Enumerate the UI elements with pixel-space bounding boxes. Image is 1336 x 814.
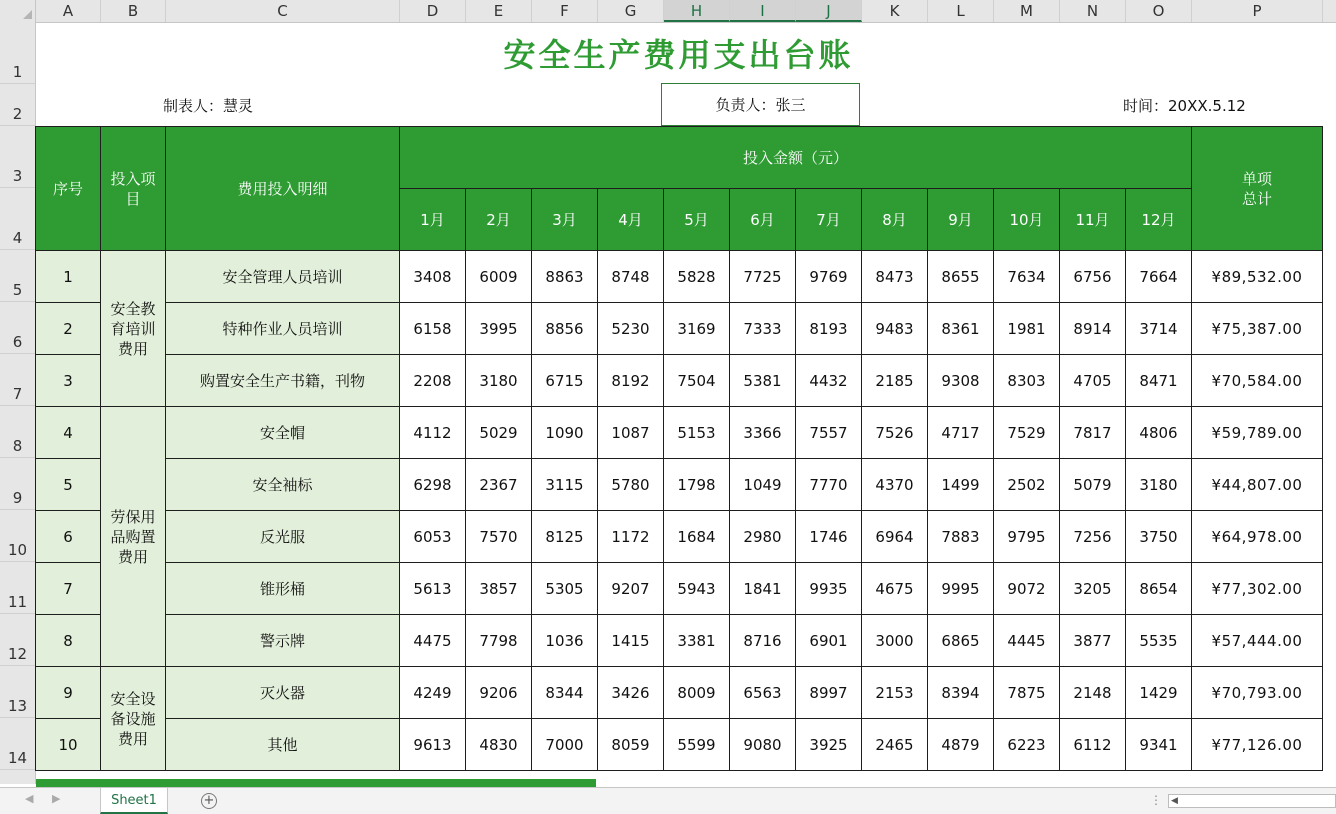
month-value-cell[interactable]: 6715 — [532, 355, 598, 407]
month-value-cell[interactable]: 8344 — [532, 667, 598, 719]
sheet-tab-bar — [0, 787, 1336, 814]
detail-cell[interactable]: 安全管理人员培训 — [166, 251, 400, 303]
month-value-cell[interactable]: 6756 — [1060, 251, 1126, 303]
month-value-cell[interactable]: 8997 — [796, 667, 862, 719]
detail-cell[interactable]: 其他 — [166, 719, 400, 771]
seq-cell[interactable]: 6 — [36, 511, 101, 563]
header-month-2[interactable]: 2月 — [466, 189, 532, 251]
column-header-l[interactable]: L — [928, 0, 994, 22]
month-value-cell[interactable]: 4445 — [994, 615, 1060, 667]
month-value-cell[interactable]: 1049 — [730, 459, 796, 511]
category-line: 费用 — [117, 547, 148, 566]
month-value-cell[interactable]: 7798 — [466, 615, 532, 667]
header-total[interactable] — [1192, 127, 1323, 251]
responsible-label: 负责人：张三 — [715, 96, 806, 114]
month-value-cell[interactable]: 5943 — [664, 563, 730, 615]
seq-cell[interactable]: 3 — [36, 355, 101, 407]
month-value-cell[interactable]: 6053 — [400, 511, 466, 563]
month-value-cell[interactable]: 1429 — [1126, 667, 1192, 719]
table-row — [36, 719, 1323, 771]
month-value-cell[interactable]: 6298 — [400, 459, 466, 511]
month-value-cell[interactable]: 4475 — [400, 615, 466, 667]
category-label — [107, 689, 159, 749]
month-value-cell[interactable]: 6112 — [1060, 719, 1126, 771]
category-line: 安全设 — [110, 689, 156, 708]
category-label — [107, 507, 159, 567]
month-value-cell[interactable]: 2980 — [730, 511, 796, 563]
month-value-cell[interactable]: 6009 — [466, 251, 532, 303]
month-value-cell[interactable]: 8655 — [928, 251, 994, 303]
total-cell[interactable]: ¥57,444.00 — [1192, 615, 1323, 667]
category-cell[interactable] — [101, 407, 166, 667]
column-header-g[interactable]: G — [598, 0, 664, 22]
row-header-13[interactable]: 13 — [0, 666, 35, 718]
month-value-cell[interactable]: 7504 — [664, 355, 730, 407]
total-cell[interactable]: ¥75,387.00 — [1192, 303, 1323, 355]
table-row — [36, 459, 1323, 511]
month-value-cell[interactable]: 5535 — [1126, 615, 1192, 667]
month-value-cell[interactable]: 5230 — [598, 303, 664, 355]
time-label[interactable]: 时间：20XX.5.12 — [1123, 96, 1246, 115]
month-value-cell[interactable]: 5153 — [664, 407, 730, 459]
sheet-tab[interactable]: Sheet1 — [100, 788, 168, 814]
header-month-7[interactable]: 7月 — [796, 189, 862, 251]
row-header-9[interactable]: 9 — [0, 458, 35, 510]
seq-cell[interactable]: 1 — [36, 251, 101, 303]
month-value-cell[interactable]: 1499 — [928, 459, 994, 511]
row-header-1[interactable]: 1 — [0, 22, 35, 84]
detail-cell[interactable]: 安全袖标 — [166, 459, 400, 511]
row-header-8[interactable]: 8 — [0, 406, 35, 458]
detail-cell[interactable]: 购置安全生产书籍，刊物 — [166, 355, 400, 407]
header-month-3[interactable]: 3月 — [532, 189, 598, 251]
month-value-cell[interactable]: 3408 — [400, 251, 466, 303]
row-header-5[interactable]: 5 — [0, 250, 35, 302]
responsible-cell[interactable] — [661, 83, 860, 126]
month-value-cell[interactable]: 7770 — [796, 459, 862, 511]
table-row — [36, 303, 1323, 355]
month-value-cell[interactable]: 1746 — [796, 511, 862, 563]
month-value-cell[interactable]: 3169 — [664, 303, 730, 355]
split-handle-icon[interactable]: ⋮ — [1150, 793, 1162, 807]
tab-prev-icon[interactable]: ◀ — [25, 792, 34, 805]
header-month-6[interactable]: 6月 — [730, 189, 796, 251]
header-seq[interactable]: 序号 — [36, 127, 101, 251]
row-header-6[interactable]: 6 — [0, 302, 35, 354]
month-value-cell[interactable]: 4432 — [796, 355, 862, 407]
total-cell[interactable]: ¥44,807.00 — [1192, 459, 1323, 511]
detail-cell[interactable]: 安全帽 — [166, 407, 400, 459]
header-month-10[interactable]: 10月 — [994, 189, 1060, 251]
month-value-cell[interactable]: 1090 — [532, 407, 598, 459]
column-header-m[interactable]: M — [994, 0, 1060, 22]
month-value-cell[interactable]: 8914 — [1060, 303, 1126, 355]
category-line: 劳保用 — [110, 507, 156, 526]
row-header-2[interactable]: 2 — [0, 84, 35, 126]
header-month-12[interactable]: 12月 — [1126, 189, 1192, 251]
header-month-11[interactable]: 11月 — [1060, 189, 1126, 251]
table-row — [36, 407, 1323, 459]
column-header-bar — [36, 0, 1336, 23]
month-value-cell[interactable]: 2367 — [466, 459, 532, 511]
month-value-cell[interactable]: 8059 — [598, 719, 664, 771]
column-header-k[interactable]: K — [862, 0, 928, 22]
month-value-cell[interactable]: 7725 — [730, 251, 796, 303]
month-value-cell[interactable]: 4806 — [1126, 407, 1192, 459]
total-cell[interactable]: ¥77,302.00 — [1192, 563, 1323, 615]
total-cell[interactable]: ¥77,126.00 — [1192, 719, 1323, 771]
column-header-a[interactable]: A — [36, 0, 101, 22]
maker-label[interactable]: 制表人：慧灵 — [163, 96, 254, 115]
column-header-h[interactable]: H — [664, 0, 730, 22]
month-value-cell[interactable]: 4370 — [862, 459, 928, 511]
month-value-cell[interactable]: 8748 — [598, 251, 664, 303]
category-cell[interactable] — [101, 251, 166, 407]
frozen-bottom-bar — [36, 779, 596, 787]
category-line: 安全教 — [110, 299, 156, 318]
tab-next-icon[interactable]: ▶ — [52, 792, 61, 805]
row-header-4[interactable]: 4 — [0, 188, 35, 250]
row-header-7[interactable]: 7 — [0, 354, 35, 406]
column-header-p[interactable]: P — [1192, 0, 1323, 22]
month-value-cell[interactable]: 9935 — [796, 563, 862, 615]
month-value-cell[interactable]: 8654 — [1126, 563, 1192, 615]
column-header-b[interactable]: B — [101, 0, 166, 22]
month-value-cell[interactable]: 1087 — [598, 407, 664, 459]
month-value-cell[interactable]: 3714 — [1126, 303, 1192, 355]
month-value-cell[interactable]: 6901 — [796, 615, 862, 667]
category-label — [107, 299, 159, 359]
month-value-cell[interactable]: 2148 — [1060, 667, 1126, 719]
expense-table — [35, 126, 1323, 771]
total-cell[interactable]: ¥64,978.00 — [1192, 511, 1323, 563]
month-value-cell[interactable]: 9308 — [928, 355, 994, 407]
month-value-cell[interactable]: 3180 — [1126, 459, 1192, 511]
month-value-cell[interactable]: 9206 — [466, 667, 532, 719]
month-value-cell[interactable]: 3205 — [1060, 563, 1126, 615]
month-value-cell[interactable]: 2153 — [862, 667, 928, 719]
row-header-14[interactable]: 14 — [0, 718, 35, 770]
category-cell[interactable] — [101, 667, 166, 771]
month-value-cell[interactable]: 3995 — [466, 303, 532, 355]
row-header-11[interactable]: 11 — [0, 562, 35, 614]
month-value-cell[interactable]: 3115 — [532, 459, 598, 511]
month-value-cell[interactable]: 9080 — [730, 719, 796, 771]
month-value-cell[interactable]: 3426 — [598, 667, 664, 719]
sheet-title[interactable]: 安全生产费用支出台账 — [503, 36, 854, 74]
month-value-cell[interactable]: 7634 — [994, 251, 1060, 303]
month-value-cell[interactable]: 4879 — [928, 719, 994, 771]
row-header-12[interactable]: 12 — [0, 614, 35, 666]
header-month-4[interactable]: 4月 — [598, 189, 664, 251]
table-row — [36, 563, 1323, 615]
month-value-cell[interactable]: 2208 — [400, 355, 466, 407]
column-header-f[interactable]: F — [532, 0, 598, 22]
category-line: 费用 — [117, 339, 148, 358]
detail-cell[interactable]: 特种作业人员培训 — [166, 303, 400, 355]
column-header-c[interactable]: C — [166, 0, 400, 22]
row-header-3[interactable]: 3 — [0, 126, 35, 188]
month-value-cell[interactable]: 4717 — [928, 407, 994, 459]
month-value-cell[interactable]: 8303 — [994, 355, 1060, 407]
month-value-cell[interactable]: 5613 — [400, 563, 466, 615]
month-value-cell[interactable]: 4830 — [466, 719, 532, 771]
seq-cell[interactable]: 4 — [36, 407, 101, 459]
horizontal-scrollbar[interactable] — [1168, 794, 1336, 808]
month-value-cell[interactable]: 9341 — [1126, 719, 1192, 771]
header-project-label: 投入项目 — [110, 169, 156, 208]
header-detail[interactable]: 费用投入明细 — [166, 127, 400, 251]
header-project[interactable] — [101, 127, 166, 251]
total-cell[interactable]: ¥70,793.00 — [1192, 667, 1323, 719]
month-value-cell[interactable]: 5828 — [664, 251, 730, 303]
month-value-cell[interactable]: 8125 — [532, 511, 598, 563]
month-value-cell[interactable]: 8009 — [664, 667, 730, 719]
month-value-cell[interactable]: 5599 — [664, 719, 730, 771]
month-value-cell[interactable]: 1684 — [664, 511, 730, 563]
month-value-cell[interactable]: 6865 — [928, 615, 994, 667]
month-value-cell[interactable]: 6223 — [994, 719, 1060, 771]
month-value-cell[interactable]: 7664 — [1126, 251, 1192, 303]
month-value-cell[interactable]: 1798 — [664, 459, 730, 511]
month-value-cell[interactable]: 5780 — [598, 459, 664, 511]
month-value-cell[interactable]: 4705 — [1060, 355, 1126, 407]
column-header-n[interactable]: N — [1060, 0, 1126, 22]
month-value-cell[interactable]: 9483 — [862, 303, 928, 355]
month-value-cell[interactable]: 5079 — [1060, 459, 1126, 511]
seq-cell[interactable]: 7 — [36, 563, 101, 615]
column-header-o[interactable]: O — [1126, 0, 1192, 22]
month-value-cell[interactable]: 3000 — [862, 615, 928, 667]
month-value-cell[interactable]: 9995 — [928, 563, 994, 615]
month-value-cell[interactable]: 8193 — [796, 303, 862, 355]
table-row — [36, 511, 1323, 563]
total-cell[interactable]: ¥89,532.00 — [1192, 251, 1323, 303]
column-header-j[interactable]: J — [796, 0, 862, 22]
month-value-cell[interactable]: 7256 — [1060, 511, 1126, 563]
table-row — [36, 667, 1323, 719]
month-value-cell[interactable]: 7557 — [796, 407, 862, 459]
table-row — [36, 355, 1323, 407]
header-month-8[interactable]: 8月 — [862, 189, 928, 251]
table-row — [36, 251, 1323, 303]
month-value-cell[interactable]: 7333 — [730, 303, 796, 355]
month-value-cell[interactable]: 7570 — [466, 511, 532, 563]
category-line: 费用 — [117, 729, 148, 748]
detail-cell[interactable]: 反光服 — [166, 511, 400, 563]
header-month-5[interactable]: 5月 — [664, 189, 730, 251]
month-value-cell[interactable]: 8192 — [598, 355, 664, 407]
scroll-left-icon[interactable]: ◀ — [1171, 796, 1178, 806]
month-value-cell[interactable]: 8473 — [862, 251, 928, 303]
month-value-cell[interactable]: 7529 — [994, 407, 1060, 459]
month-value-cell[interactable]: 1415 — [598, 615, 664, 667]
month-value-cell[interactable]: 2465 — [862, 719, 928, 771]
select-all-corner[interactable] — [0, 0, 36, 23]
detail-cell[interactable]: 灭火器 — [166, 667, 400, 719]
category-line: 育培训 — [110, 319, 156, 338]
month-value-cell[interactable]: 3925 — [796, 719, 862, 771]
month-value-cell[interactable]: 3381 — [664, 615, 730, 667]
add-sheet-icon[interactable]: + — [201, 793, 217, 809]
month-value-cell[interactable]: 9613 — [400, 719, 466, 771]
month-value-cell[interactable]: 7526 — [862, 407, 928, 459]
seq-cell[interactable]: 10 — [36, 719, 101, 771]
detail-cell[interactable]: 警示牌 — [166, 615, 400, 667]
month-value-cell[interactable]: 9072 — [994, 563, 1060, 615]
month-value-cell[interactable]: 3366 — [730, 407, 796, 459]
column-header-d[interactable]: D — [400, 0, 466, 22]
column-header-i[interactable]: I — [730, 0, 796, 22]
month-value-cell[interactable]: 9769 — [796, 251, 862, 303]
month-value-cell[interactable]: 3857 — [466, 563, 532, 615]
month-value-cell[interactable]: 7875 — [994, 667, 1060, 719]
month-value-cell[interactable]: 8856 — [532, 303, 598, 355]
month-value-cell[interactable]: 4112 — [400, 407, 466, 459]
month-value-cell[interactable]: 8863 — [532, 251, 598, 303]
month-value-cell[interactable]: 7000 — [532, 719, 598, 771]
seq-cell[interactable]: 5 — [36, 459, 101, 511]
month-value-cell[interactable]: 3180 — [466, 355, 532, 407]
month-value-cell[interactable]: 8394 — [928, 667, 994, 719]
header-month-9[interactable]: 9月 — [928, 189, 994, 251]
seq-cell[interactable]: 8 — [36, 615, 101, 667]
column-header-e[interactable]: E — [466, 0, 532, 22]
month-value-cell[interactable]: 4675 — [862, 563, 928, 615]
row-header-10[interactable]: 10 — [0, 510, 35, 562]
seq-cell[interactable]: 2 — [36, 303, 101, 355]
header-month-1[interactable]: 1月 — [400, 189, 466, 251]
month-value-cell[interactable]: 1036 — [532, 615, 598, 667]
detail-cell[interactable]: 锥形桶 — [166, 563, 400, 615]
month-value-cell[interactable]: 9207 — [598, 563, 664, 615]
total-cell[interactable]: ¥70,584.00 — [1192, 355, 1323, 407]
month-value-cell[interactable]: 1981 — [994, 303, 1060, 355]
month-value-cell[interactable]: 1841 — [730, 563, 796, 615]
month-value-cell[interactable]: 8361 — [928, 303, 994, 355]
month-value-cell[interactable]: 8471 — [1126, 355, 1192, 407]
month-value-cell[interactable]: 8716 — [730, 615, 796, 667]
category-line: 备设施 — [110, 709, 156, 728]
month-value-cell[interactable]: 5381 — [730, 355, 796, 407]
seq-cell[interactable]: 9 — [36, 667, 101, 719]
month-value-cell[interactable]: 7817 — [1060, 407, 1126, 459]
month-value-cell[interactable]: 6964 — [862, 511, 928, 563]
header-amount[interactable]: 投入金额（元） — [400, 127, 1192, 189]
header-total-label: 单项总计 — [1241, 169, 1272, 208]
month-value-cell[interactable]: 3877 — [1060, 615, 1126, 667]
month-value-cell[interactable]: 7883 — [928, 511, 994, 563]
month-value-cell[interactable]: 5029 — [466, 407, 532, 459]
month-value-cell[interactable]: 2502 — [994, 459, 1060, 511]
category-line: 品购置 — [110, 527, 156, 546]
month-value-cell[interactable]: 4249 — [400, 667, 466, 719]
month-value-cell[interactable]: 3750 — [1126, 511, 1192, 563]
month-value-cell[interactable]: 6563 — [730, 667, 796, 719]
month-value-cell[interactable]: 1172 — [598, 511, 664, 563]
month-value-cell[interactable]: 9795 — [994, 511, 1060, 563]
month-value-cell[interactable]: 2185 — [862, 355, 928, 407]
row-header-bar — [0, 22, 36, 784]
month-value-cell[interactable]: 5305 — [532, 563, 598, 615]
total-cell[interactable]: ¥59,789.00 — [1192, 407, 1323, 459]
table-row — [36, 615, 1323, 667]
month-value-cell[interactable]: 6158 — [400, 303, 466, 355]
